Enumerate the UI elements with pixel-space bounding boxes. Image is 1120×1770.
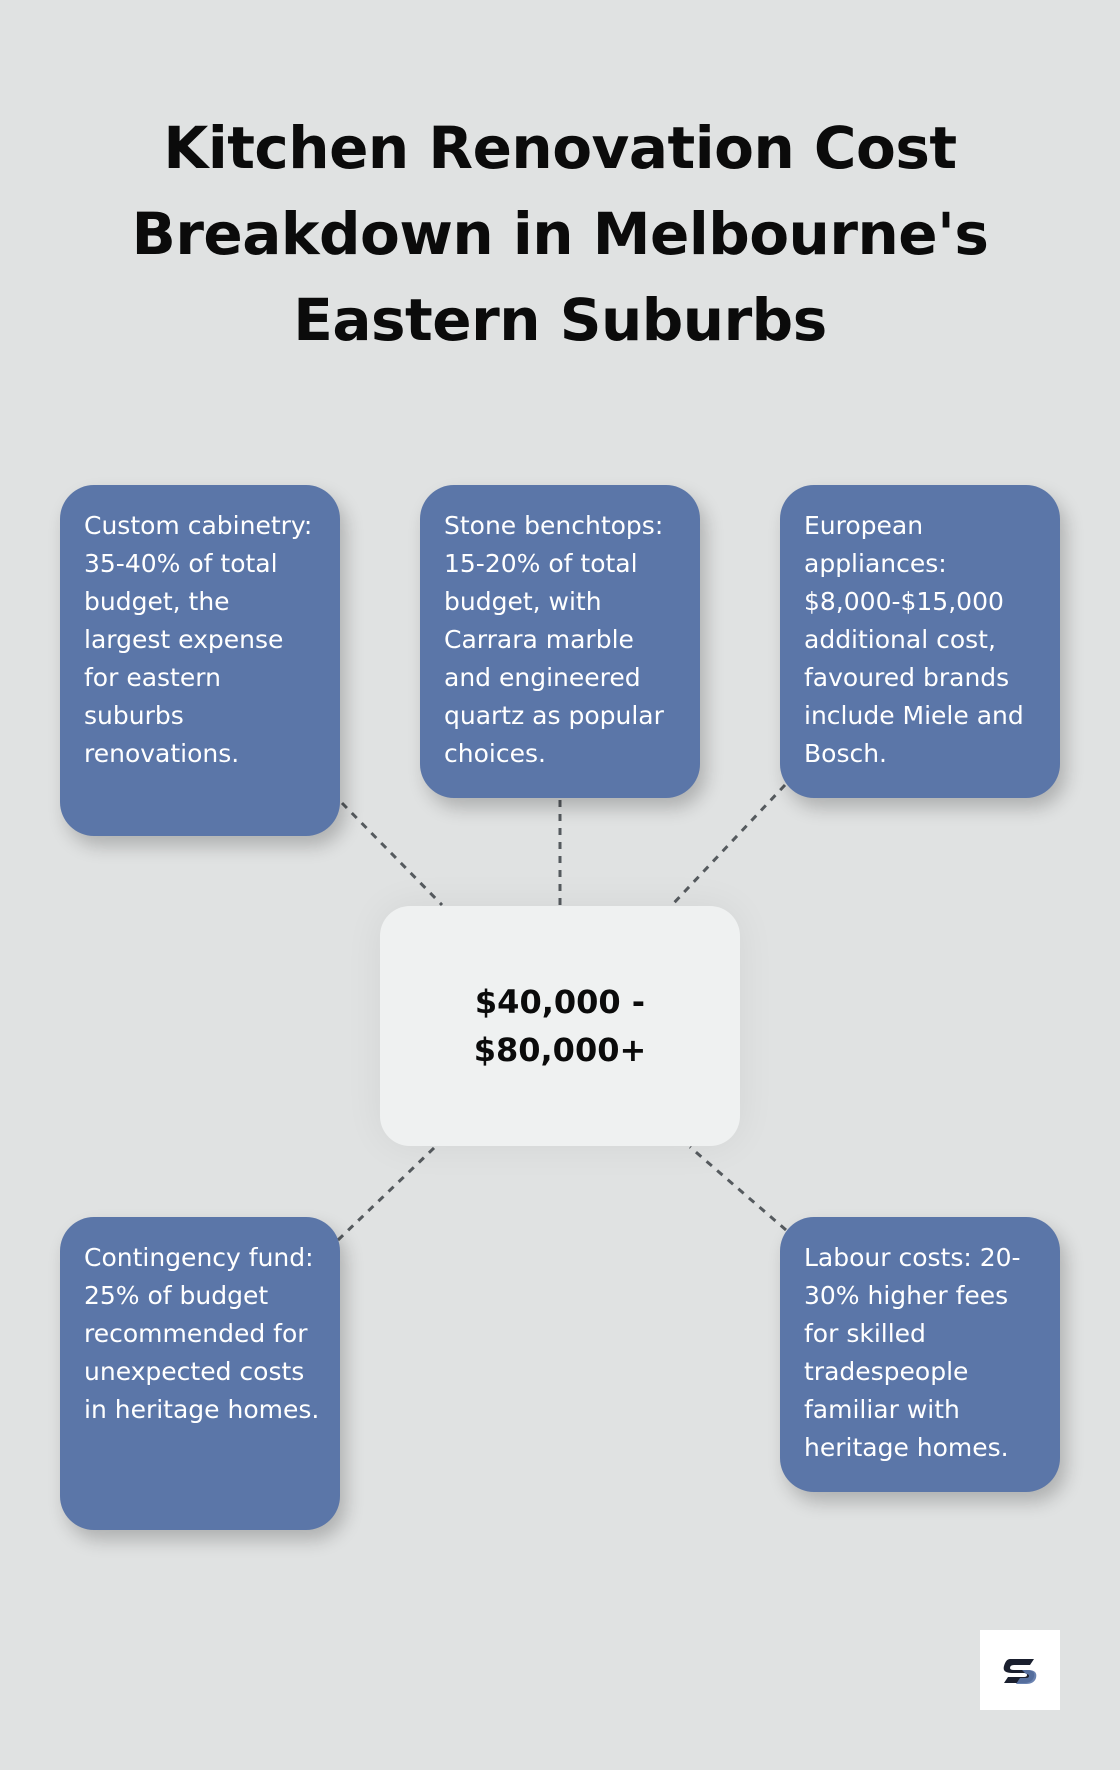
cost-card-text: Contingency fund: 25% of budget recommended for unexpected costs in heritage homes. xyxy=(84,1243,320,1424)
page-title: Kitchen Renovation Cost Breakdown in Melbourne's Eastern Suburbs xyxy=(131,114,989,354)
cost-card-text: Custom cabinetry: 35-40% of total budget, the largest expense for eastern suburbs renovations. xyxy=(84,511,313,768)
cost-card-text: European appliances: $8,000-$15,000 additional cost, favoured brands include Miele and Bosch. xyxy=(804,511,1024,768)
cost-card-cabinetry xyxy=(60,485,340,836)
cost-card-contingency xyxy=(60,1217,340,1530)
brand-logo-icon xyxy=(1000,1655,1040,1685)
cost-card-text: Stone benchtops: 15-20% of total budget, with Carrara marble and engineered quartz as popular choices. xyxy=(444,511,664,768)
connector-card-1 xyxy=(342,803,442,905)
connector-card-3 xyxy=(672,785,785,905)
total-cost-text: $40,000 - $80,000+ xyxy=(473,983,647,1069)
cost-card-benchtops xyxy=(420,485,700,798)
cost-card-appliances xyxy=(780,485,1060,798)
brand-logo xyxy=(980,1630,1060,1710)
total-cost-box xyxy=(380,906,740,1146)
cost-card-labour xyxy=(780,1217,1060,1492)
connector-card-5 xyxy=(690,1147,786,1230)
connector-card-4 xyxy=(338,1147,435,1240)
cost-card-text: Labour costs: 20-30% higher fees for skilled tradespeople familiar with heritage homes. xyxy=(804,1243,1021,1462)
